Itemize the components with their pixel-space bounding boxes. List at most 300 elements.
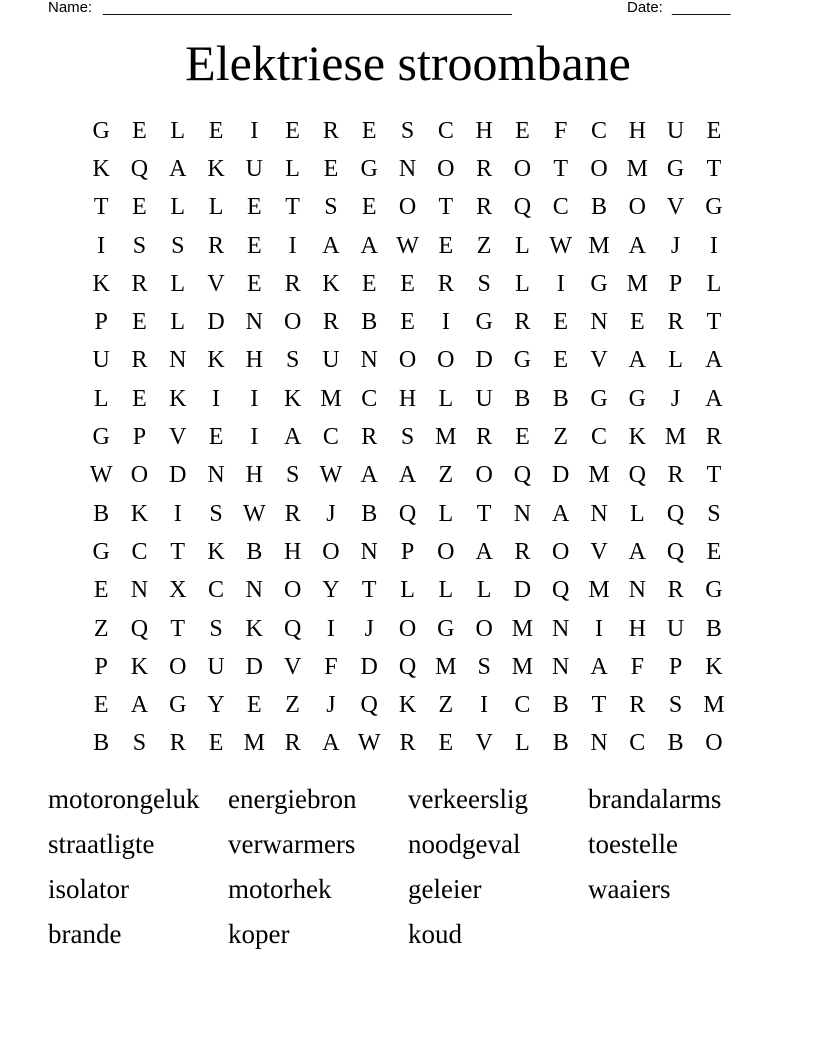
grid-letter: M (435, 653, 457, 680)
grid-letter: D (360, 653, 378, 680)
grid-letter: N (207, 462, 225, 489)
grid-letter: E (247, 692, 262, 719)
word-list-item: verwarmers (228, 829, 356, 859)
grid-letter: I (97, 232, 106, 259)
grid-letter: E (515, 424, 530, 451)
grid-letter: L (170, 117, 186, 144)
grid-letter: A (705, 385, 723, 412)
grid-letter: U (322, 347, 340, 374)
grid-letter: Q (130, 155, 149, 182)
grid-letter: A (475, 538, 493, 565)
grid-letter: H (245, 347, 263, 374)
grid-letter: K (92, 270, 110, 297)
grid-letter: R (476, 155, 493, 182)
grid-letter: V (590, 347, 608, 374)
grid-letter: L (629, 500, 645, 527)
grid-letter: I (556, 270, 565, 297)
grid-letter: S (285, 347, 300, 374)
grid-letter: Z (476, 232, 492, 259)
grid-letter: Q (130, 615, 149, 642)
grid-letter: J (670, 385, 681, 412)
grid-letter: A (283, 424, 302, 451)
grid-letter: Q (283, 615, 302, 642)
grid-letter: U (92, 347, 110, 374)
grid-letter: V (666, 194, 685, 221)
grid-letter: L (170, 309, 186, 336)
grid-letter: H (628, 117, 646, 144)
grid-letter: T (591, 692, 607, 719)
grid-letter: N (590, 730, 608, 757)
grid-letter: B (667, 730, 684, 757)
grid-letter: T (361, 577, 377, 604)
word-list-item: motorongeluk (48, 784, 200, 814)
grid-letter: C (552, 194, 569, 221)
grid-letter: K (705, 653, 723, 680)
grid-letter: G (360, 155, 378, 182)
grid-letter: E (93, 692, 109, 719)
grid-letter: E (93, 577, 109, 604)
grid-letter: K (130, 653, 149, 680)
grid-letter: N (513, 500, 532, 527)
grid-letter: H (475, 117, 493, 144)
grid-letter: L (400, 577, 415, 604)
grid-letter: U (207, 653, 225, 680)
grid-letter: B (361, 500, 378, 527)
grid-letter: P (94, 653, 108, 680)
grid-letter: T (553, 155, 569, 182)
grid-letter: Y (322, 577, 340, 604)
word-list-item: straatligte (48, 829, 155, 859)
grid-letter: E (132, 309, 147, 336)
grid-letter: R (705, 424, 722, 451)
header-line (48, 0, 748, 18)
grid-letter: G (590, 385, 608, 412)
grid-letter: M (626, 155, 648, 182)
grid-letter: S (477, 653, 491, 680)
grid-letter: S (668, 692, 683, 719)
grid-letter: B (361, 309, 378, 336)
grid-letter: B (93, 730, 110, 757)
grid-letter: L (208, 194, 224, 221)
grid-letter: R (476, 424, 493, 451)
grid-letter: V (590, 538, 608, 565)
grid-letter: R (284, 500, 301, 527)
grid-letter: G (475, 309, 493, 336)
grid-letter: A (130, 692, 149, 719)
grid-letter: C (591, 117, 608, 144)
letter-grid (82, 112, 733, 763)
grid-letter: J (326, 692, 336, 719)
grid-letter: E (132, 385, 147, 412)
grid-letter: F (324, 653, 338, 680)
grid-letter: O (437, 347, 455, 374)
grid-letter: D (475, 347, 493, 374)
grid-letter: S (209, 615, 223, 642)
grid-letter: W (243, 500, 266, 527)
grid-letter: E (247, 270, 262, 297)
grid-letter: T (93, 194, 109, 221)
grid-letter: B (705, 615, 722, 642)
grid-letter: L (170, 270, 186, 297)
grid-letter: I (250, 424, 259, 451)
grid-letter: E (553, 309, 569, 336)
grid-letter: Q (398, 653, 417, 680)
grid-letter: E (361, 270, 377, 297)
grid-letter: Q (666, 500, 685, 527)
grid-letter: S (477, 270, 491, 297)
grid-letter: K (130, 500, 149, 527)
grid-letter: U (666, 117, 685, 144)
grid-letter: W (319, 462, 343, 489)
grid-letter: T (706, 309, 722, 336)
grid-letter: K (628, 424, 646, 451)
grid-letter: P (668, 270, 683, 297)
grid-letter: L (706, 270, 722, 297)
grid-letter: R (667, 462, 684, 489)
grid-letter: I (250, 117, 259, 144)
grid-letter: R (514, 309, 531, 336)
grid-letter: K (207, 347, 225, 374)
grid-letter: O (130, 462, 149, 489)
grid-letter: L (515, 270, 530, 297)
grid-letter: E (706, 538, 722, 565)
grid-letter: M (511, 615, 534, 642)
grid-letter: O (590, 155, 608, 182)
grid-letter: O (705, 730, 723, 757)
grid-letter: Q (552, 577, 570, 604)
grid-letter: K (283, 385, 302, 412)
grid-letter: D (552, 462, 570, 489)
grid-letter: B (552, 730, 569, 757)
grid-letter: G (628, 385, 646, 412)
date-label: Date: (627, 0, 663, 16)
grid-letter: I (212, 385, 221, 412)
grid-letter: E (400, 309, 415, 336)
word-list-item: koper (228, 919, 290, 949)
grid-letter: M (243, 730, 265, 757)
grid-letter: Z (553, 424, 569, 451)
grid-letter: A (628, 538, 646, 565)
grid-letter: O (513, 155, 532, 182)
grid-letter: O (398, 615, 417, 642)
grid-letter: A (169, 155, 187, 182)
grid-letter: E (247, 194, 262, 221)
grid-letter: N (552, 615, 570, 642)
grid-letter: E (323, 155, 339, 182)
grid-letter: E (285, 117, 300, 144)
grid-letter: R (667, 577, 684, 604)
grid-letter: G (92, 117, 110, 144)
word-list-item: toestelle (588, 829, 678, 859)
grid-letter: B (93, 500, 110, 527)
grid-letter: G (513, 347, 532, 374)
grid-letter: X (169, 577, 187, 604)
page-title: Elektriese stroombane (185, 35, 631, 91)
grid-letter: M (320, 385, 342, 412)
grid-letter: H (628, 615, 646, 642)
grid-letter: L (438, 500, 454, 527)
grid-letter: D (245, 653, 263, 680)
grid-letter: T (476, 500, 492, 527)
grid-letter: L (170, 194, 186, 221)
grid-letter: C (361, 385, 378, 412)
grid-letter: E (208, 424, 224, 451)
grid-letter: C (514, 692, 531, 719)
grid-letter: V (207, 270, 225, 297)
grid-letter: R (667, 309, 684, 336)
grid-letter: Z (93, 615, 109, 642)
grid-letter: O (169, 653, 187, 680)
grid-letter: V (283, 653, 302, 680)
grid-letter: R (284, 730, 301, 757)
grid-letter: W (357, 730, 381, 757)
grid-letter: R (629, 692, 646, 719)
grid-letter: N (245, 309, 263, 336)
grid-letter: C (322, 424, 339, 451)
grid-letter: L (438, 385, 454, 412)
grid-letter: G (590, 270, 608, 297)
grid-letter: F (554, 117, 568, 144)
grid-letter: S (400, 117, 415, 144)
grid-letter: F (630, 653, 644, 680)
grid-letter: L (285, 155, 300, 182)
grid-letter: E (438, 232, 454, 259)
grid-letter: G (92, 538, 110, 565)
grid-letter: L (515, 730, 530, 757)
grid-letter: O (398, 194, 417, 221)
grid-letter: O (475, 615, 493, 642)
grid-letter: R (437, 270, 454, 297)
grid-letter: G (705, 577, 723, 604)
grid-letter: N (169, 347, 187, 374)
grid-letter: R (514, 538, 531, 565)
grid-letter: E (438, 730, 454, 757)
grid-letter: T (285, 194, 300, 221)
grid-letter: W (89, 462, 113, 489)
grid-letter: B (246, 538, 263, 565)
grid-letter: S (132, 232, 147, 259)
grid-letter: N (628, 577, 646, 604)
grid-letter: Q (513, 462, 532, 489)
grid-letter: S (707, 500, 721, 527)
grid-letter: P (94, 309, 108, 336)
grid-letter: P (668, 653, 683, 680)
grid-letter: A (552, 500, 570, 527)
grid-letter: E (247, 232, 262, 259)
grid-letter: J (326, 500, 336, 527)
word-list-item: koud (408, 919, 462, 949)
grid-letter: O (437, 155, 455, 182)
grid-letter: A (398, 462, 417, 489)
grid-letter: R (131, 270, 148, 297)
grid-letter: E (629, 309, 645, 336)
grid-letter: I (173, 500, 182, 527)
grid-letter: K (207, 155, 225, 182)
grid-letter: K (92, 155, 110, 182)
grid-letter: E (208, 117, 224, 144)
grid-letter: B (552, 692, 569, 719)
grid-letter: N (552, 653, 570, 680)
grid-letter: R (208, 232, 225, 259)
grid-letter: A (322, 730, 340, 757)
grid-letter: I (595, 615, 603, 642)
grid-letter: G (92, 424, 110, 451)
grid-letter: S (209, 500, 223, 527)
grid-letter: R (284, 270, 301, 297)
grid-letter: B (591, 194, 608, 221)
grid-letter: I (250, 385, 259, 412)
grid-letter: H (398, 385, 417, 412)
grid-letter: K (322, 270, 340, 297)
grid-letter: R (322, 309, 339, 336)
grid-letter: K (169, 385, 187, 412)
grid-letter: S (171, 232, 185, 259)
grid-letter: A (628, 347, 646, 374)
grid-letter: O (628, 194, 646, 221)
grid-letter: N (590, 500, 608, 527)
grid-letter: A (360, 232, 378, 259)
grid-letter: O (552, 538, 570, 565)
grid-letter: E (132, 117, 147, 144)
grid-letter: S (132, 730, 147, 757)
grid-letter: P (400, 538, 415, 565)
grid-letter: O (283, 577, 302, 604)
grid-letter: Q (666, 538, 685, 565)
grid-letter: O (398, 347, 417, 374)
grid-letter: M (511, 653, 534, 680)
grid-letter: N (130, 577, 149, 604)
grid-letter: O (283, 309, 302, 336)
grid-letter: L (93, 385, 109, 412)
word-list-item: brandalarms (588, 784, 722, 814)
grid-letter: R (169, 730, 186, 757)
grid-letter: J (670, 232, 681, 259)
grid-letter: E (361, 194, 377, 221)
grid-letter: A (322, 232, 340, 259)
date-blank: _______ (672, 0, 731, 16)
grid-letter: E (553, 347, 569, 374)
grid-letter: C (437, 117, 454, 144)
grid-letter: B (552, 385, 569, 412)
grid-letter: N (245, 577, 263, 604)
grid-letter: M (588, 232, 610, 259)
grid-letter: Z (285, 692, 300, 719)
grid-letter: Y (207, 692, 225, 719)
grid-letter: I (709, 232, 718, 259)
grid-letter: I (288, 232, 297, 259)
grid-letter: V (169, 424, 187, 451)
grid-letter: D (513, 577, 532, 604)
grid-letter: N (360, 347, 378, 374)
grid-letter: I (480, 692, 489, 719)
grid-letter: D (207, 309, 225, 336)
grid-letter: W (396, 232, 419, 259)
grid-letter: T (170, 615, 186, 642)
grid-letter: T (170, 538, 186, 565)
grid-letter: G (666, 155, 685, 182)
name-label: Name: (48, 0, 93, 16)
grid-letter: U (475, 385, 493, 412)
word-list (48, 779, 768, 959)
grid-letter: Q (360, 692, 378, 719)
grid-letter: M (588, 577, 610, 604)
grid-letter: U (245, 155, 263, 182)
word-list-item: noodgeval (408, 829, 521, 859)
grid-letter: K (207, 538, 225, 565)
word-list-item: waaiers (588, 874, 671, 904)
grid-letter: A (590, 653, 608, 680)
grid-letter: M (435, 424, 457, 451)
grid-letter: L (515, 232, 530, 259)
grid-letter: T (706, 155, 722, 182)
grid-letter: L (438, 577, 454, 604)
grid-letter: R (476, 194, 493, 221)
grid-letter: R (322, 117, 339, 144)
grid-letter: E (132, 194, 147, 221)
grid-letter: Q (628, 462, 646, 489)
grid-letter: O (475, 462, 493, 489)
grid-letter: J (364, 615, 374, 642)
grid-letter: S (400, 424, 415, 451)
grid-letter: E (361, 117, 377, 144)
grid-letter: E (515, 117, 530, 144)
grid-letter: H (283, 538, 302, 565)
grid-letter: M (703, 692, 725, 719)
grid-letter: S (285, 462, 300, 489)
grid-letter: C (629, 730, 646, 757)
grid-letter: G (705, 194, 723, 221)
word-list-item: verkeerslig (408, 784, 528, 814)
grid-letter: Q (513, 194, 532, 221)
grid-letter: U (666, 615, 685, 642)
grid-letter: T (438, 194, 454, 221)
word-list-item: brande (48, 919, 122, 949)
grid-letter: C (591, 424, 608, 451)
grid-letter: D (169, 462, 187, 489)
grid-letter: C (131, 538, 148, 565)
grid-letter: R (399, 730, 416, 757)
word-list-item: energiebron (228, 784, 357, 814)
grid-letter: L (668, 347, 683, 374)
grid-letter: T (706, 462, 722, 489)
grid-letter: M (626, 270, 648, 297)
grid-letter: A (628, 232, 646, 259)
grid-letter: L (476, 577, 492, 604)
word-list-item: geleier (408, 874, 482, 904)
grid-letter: I (326, 615, 335, 642)
grid-letter: O (322, 538, 340, 565)
grid-letter: E (208, 730, 224, 757)
grid-letter: R (131, 347, 148, 374)
grid-letter: A (360, 462, 378, 489)
grid-letter: C (208, 577, 225, 604)
grid-letter: V (475, 730, 493, 757)
grid-letter: E (706, 117, 722, 144)
word-list-item: isolator (48, 874, 129, 904)
grid-letter: S (324, 194, 338, 221)
grid-letter: Z (438, 692, 454, 719)
grid-letter: N (590, 309, 608, 336)
grid-letter: B (514, 385, 531, 412)
grid-letter: K (245, 615, 263, 642)
grid-letter: N (398, 155, 417, 182)
grid-letter: Z (438, 462, 454, 489)
grid-letter: H (245, 462, 263, 489)
grid-letter: N (360, 538, 378, 565)
grid-letter: A (705, 347, 723, 374)
grid-letter: Q (398, 500, 417, 527)
grid-letter: I (441, 309, 450, 336)
